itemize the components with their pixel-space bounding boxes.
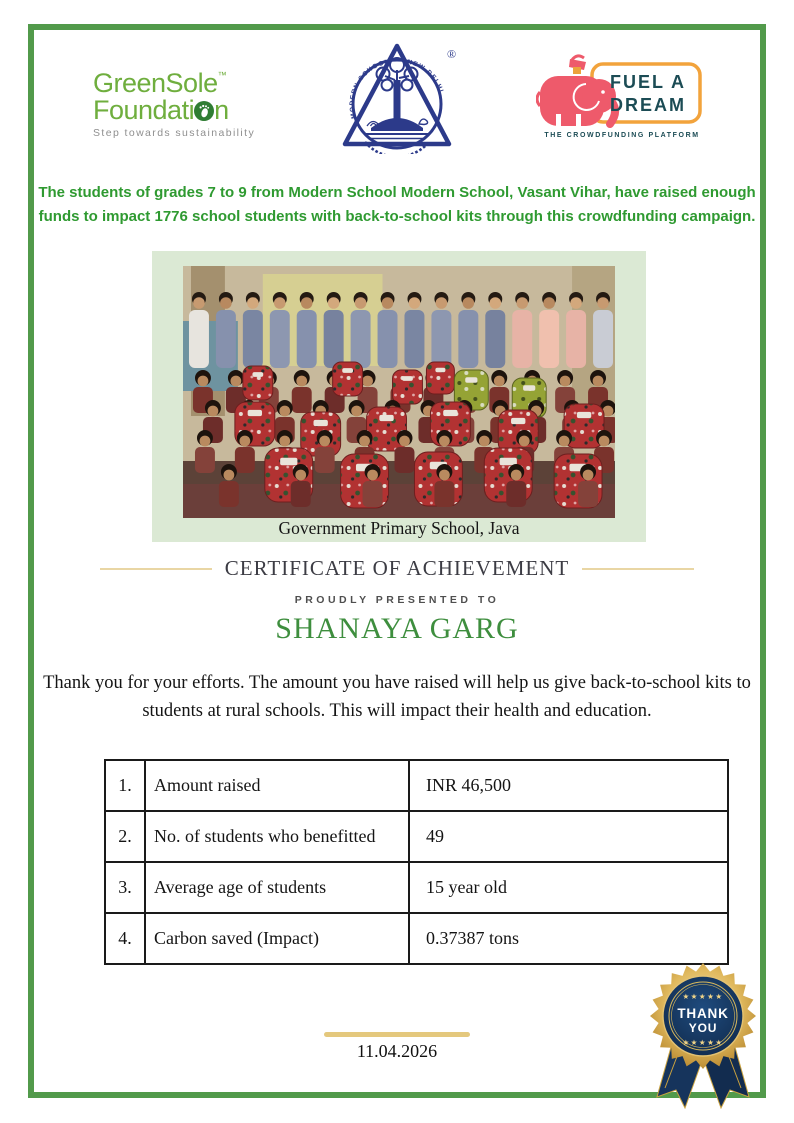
fueladream-tagline: THE CROWDFUNDING PLATFORM <box>544 132 700 139</box>
badge-line1: THANK <box>677 1006 729 1021</box>
row-value: 49 <box>409 811 728 862</box>
greensole-logo <box>93 70 255 139</box>
row-value: INR 46,500 <box>409 760 728 811</box>
school-emblem-icon <box>337 40 459 154</box>
greensole-name <box>93 70 255 97</box>
fueladream-line2: DREAM <box>610 95 686 115</box>
intro-paragraph: The students of grades 7 to 9 from Modern School Modern School, Vasant Vihar, have raised enough funds to impact 1776 school students with back-to-school kits through this crowdfunding campaign. <box>38 184 756 225</box>
impact-table <box>104 759 729 965</box>
greensole-tagline: Step towards sustainability <box>93 127 256 139</box>
row-label: Average age of students <box>145 862 409 913</box>
greensole-word1: GreenSole <box>93 68 218 98</box>
row-value: 0.37387 tons <box>409 913 728 964</box>
greensole-word2-post: n <box>214 95 229 125</box>
title-line-left <box>100 568 212 570</box>
recipient-name: SHANAYA GARG <box>275 612 519 645</box>
footprint-icon <box>194 95 214 125</box>
badge-line2: YOU <box>688 1021 718 1035</box>
emblem-arc-right-text: NEW DELHI <box>406 58 445 95</box>
crowd-illustration <box>183 266 615 518</box>
row-label: No. of students who benefitted <box>145 811 409 862</box>
thank-you-badge <box>645 962 761 1114</box>
photo-caption: Government Primary School, Java <box>278 518 520 538</box>
registered-symbol: ® <box>447 47 457 61</box>
modern-school-logo <box>337 40 459 159</box>
greensole-word2-pre: Foundati <box>93 95 195 125</box>
certificate-title-row <box>0 556 794 581</box>
row-number: 1. <box>105 760 145 811</box>
certificate-title: CERTIFICATE OF ACHIEVEMENT <box>224 556 570 580</box>
fueladream-line1: FUEL A <box>609 72 687 92</box>
thank-you-message: Thank you for your efforts. The amount you have raised will help us give back-to-school kits to students at rural schools. This will impact their health and education. <box>43 673 751 721</box>
table-row <box>105 913 728 964</box>
title-line-right <box>582 568 694 570</box>
stars-bottom: ★★★★★ <box>682 1038 724 1047</box>
emblem-arc-left-text: MODERN SCHOOL <box>348 58 391 120</box>
row-number: 2. <box>105 811 145 862</box>
row-label: Carbon saved (Impact) <box>145 913 409 964</box>
presented-label: PROUDLY PRESENTED TO <box>294 594 500 606</box>
award-ribbon-icon <box>645 962 761 1109</box>
date: 11.04.2026 <box>356 1041 438 1061</box>
row-value: 15 year old <box>409 862 728 913</box>
table-row <box>105 760 728 811</box>
table-row <box>105 862 728 913</box>
group-photo <box>183 266 615 518</box>
date-line <box>324 1032 470 1037</box>
fueladream-icon <box>536 54 704 144</box>
photo-frame <box>152 251 646 542</box>
trademark-symbol: ™ <box>217 70 227 80</box>
greensole-word2 <box>93 97 255 124</box>
row-label: Amount raised <box>145 760 409 811</box>
row-number: 3. <box>105 862 145 913</box>
fueladream-logo <box>536 54 704 149</box>
row-number: 4. <box>105 913 145 964</box>
table-row <box>105 811 728 862</box>
stars-top: ★★★★★ <box>682 992 724 1001</box>
